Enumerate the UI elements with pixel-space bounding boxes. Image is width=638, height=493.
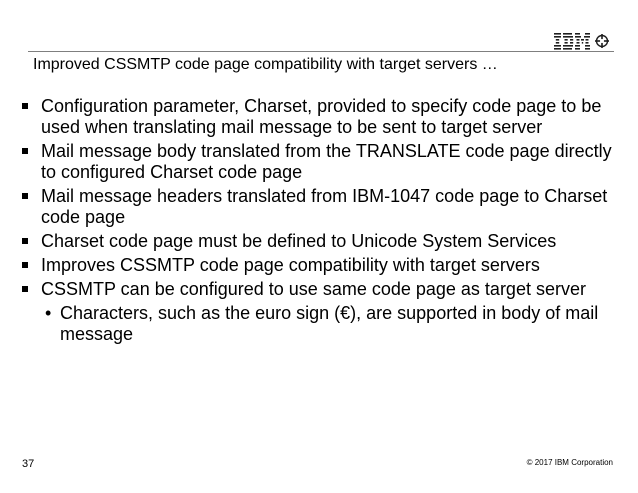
square-bullet-icon	[22, 286, 28, 292]
round-bullet-icon: •	[45, 303, 52, 323]
bullet-item	[22, 141, 614, 183]
square-bullet-icon	[22, 262, 28, 268]
bullet-text: CSSMTP can be configured to use same code page as target server	[41, 279, 586, 299]
bullet-text: Charset code page must be defined to Unicode System Services	[41, 231, 557, 251]
square-bullet-icon	[22, 148, 28, 154]
title-divider	[28, 51, 614, 52]
bullet-text: Configuration parameter, Charset, provided to specify code page to be used when translating mail message to be sent to target server	[41, 96, 602, 137]
bullet-list	[22, 96, 614, 348]
sub-bullet-text: Characters, such as the euro sign (€), are supported in body of mail message	[60, 303, 599, 344]
bullet-item	[22, 96, 614, 138]
square-bullet-icon	[22, 103, 28, 109]
bullet-text: Mail message body translated from the TRANSLATE code page directly to configured Charset code page	[41, 141, 612, 182]
ibm-logo	[554, 32, 612, 50]
bullet-text: Mail message headers translated from IBM-1047 code page to Charset code page	[41, 186, 608, 227]
page-number: 37	[22, 458, 35, 470]
bullet-item	[22, 186, 614, 228]
sub-bullet-list	[41, 303, 614, 345]
bullet-item	[22, 255, 614, 276]
sub-bullet-item	[41, 303, 614, 345]
bullet-item	[22, 279, 614, 345]
slide-title: Improved CSSMTP code page compatibility with target servers …	[33, 56, 498, 73]
copyright-notice: © 2017 IBM Corporation	[526, 458, 613, 467]
square-bullet-icon	[22, 238, 28, 244]
bullet-text: Improves CSSMTP code page compatibility with target servers	[41, 255, 540, 275]
bullet-item	[22, 231, 614, 252]
square-bullet-icon	[22, 193, 28, 199]
